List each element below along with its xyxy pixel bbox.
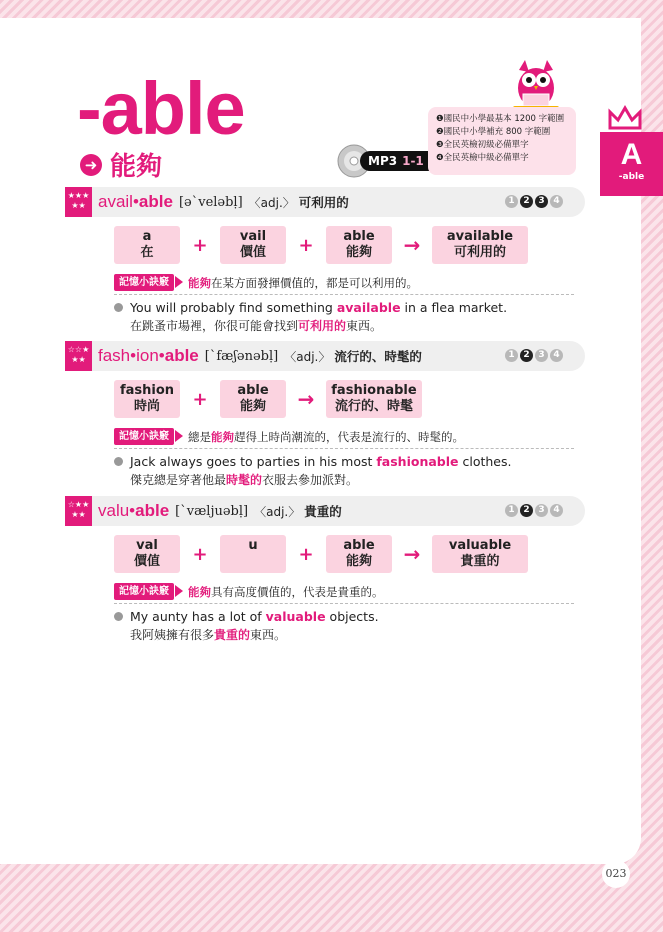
plus-icon: + [192,388,208,410]
morpheme-breakdown [114,380,422,418]
entry-word: fash•ion•able [98,346,199,365]
bullet-icon [114,612,123,621]
arrow-icon: → [403,542,421,566]
entry-header [65,187,585,217]
morpheme-piece: a 在 [114,226,180,264]
star-rating: ★★★ ★★ [65,187,92,217]
star-rating: ☆★★ ★★ [65,496,92,526]
mp3-track-label[interactable] [360,151,432,171]
entry-header [65,496,585,526]
level-dots [505,195,563,208]
plus-icon: + [298,543,314,565]
level-dot: 3 [535,504,548,517]
morpheme-breakdown [114,535,528,573]
memory-tip: 記憶小訣竅 總是 能夠 趕得上時尚潮流的，代表是流行的、時髦的。 [114,428,464,445]
entry-meaning: 貴重的 [304,504,342,519]
mp3-track: 1-1 [402,154,424,168]
page-number: 023 [602,860,630,888]
example-sentence: Jack always goes to parties in his most fashionable clothes. 傑克總是穿著他最時髦的衣服去參加派對。 [114,452,511,490]
level-legend-item: ❸全民英檢初級必備單字 [436,140,529,150]
morpheme-breakdown [114,226,528,264]
level-dot: 1 [505,195,518,208]
side-index-tab[interactable] [600,132,663,196]
morpheme-piece: able 能夠 [220,380,286,418]
entry-ipa: [ə`veləbḷ] [178,194,243,210]
entry-pos: 〈adj.〉 [248,195,295,210]
morpheme-piece: vail 價值 [220,226,286,264]
memory-tip-label: 記憶小訣竅 [114,428,174,445]
plus-icon: + [192,543,208,565]
morpheme-result: fashionable 流行的、時髦 [326,380,422,418]
memory-tip: 記憶小訣竅 能夠 在某方面發揮價值的，都是可以利用的。 [114,274,418,291]
morpheme-piece: fashion 時尚 [114,380,180,418]
morpheme-piece: val 價值 [114,535,180,573]
level-dots [505,504,563,517]
level-legend [428,107,576,175]
arrow-icon: → [297,387,315,411]
mp3-badge[interactable] [336,143,424,187]
arrow-icon: → [403,233,421,257]
owl-mascot-icon [505,58,567,114]
bullet-icon [114,457,123,466]
mp3-label: MP3 [368,154,398,168]
morpheme-piece: able 能夠 [326,226,392,264]
page-subtitle [80,146,162,183]
level-dots [505,349,563,362]
level-legend-item: ❶國民中小學最基本 1200 字範圍 [436,114,565,124]
level-dot: 3 [535,349,548,362]
crown-icon [608,104,642,130]
level-dot: 2 [520,195,533,208]
level-dot: 2 [520,504,533,517]
divider [114,448,574,449]
memory-tip: 記憶小訣竅 能夠 具有高度價值的，代表是貴重的。 [114,583,384,600]
entry-pos: 〈adj.〉 [284,349,331,364]
memory-tip-label: 記憶小訣竅 [114,583,174,600]
entry-word: avail•able [98,192,173,211]
example-sentence: My aunty has a lot of valuable objects. 我阿姨擁有很多貴重的東西。 [114,607,379,645]
level-dot: 3 [535,195,548,208]
entry-header [65,341,585,371]
entry-pos: 〈adj.〉 [254,504,301,519]
divider [114,603,574,604]
level-dot: 2 [520,349,533,362]
morpheme-piece: able 能夠 [326,535,392,573]
arrow-right-icon: ➜ [80,154,102,176]
level-legend-item: ❷國民中小學補充 800 字範圍 [436,127,551,137]
level-dot: 4 [550,504,563,517]
morpheme-result: valuable 貴重的 [432,535,528,573]
suffix-meaning: 能夠 [110,152,163,182]
level-legend-item: ❹全民英檢中級必備單字 [436,153,529,163]
entry-ipa: [`fæʃənəbḷ] [204,348,279,364]
star-rating: ☆☆★ ★★ [65,341,92,371]
level-dot: 4 [550,349,563,362]
side-tab-label: -able [618,172,645,182]
bullet-icon [114,303,123,312]
side-tab-letter: A [620,138,643,171]
plus-icon: + [192,234,208,256]
entry-word: valu•able [98,501,170,520]
entry-meaning: 流行的、時髦的 [334,349,422,364]
page-title: -able [77,67,245,150]
entry-ipa: [`væljuəbḷ] [175,503,249,519]
level-dot: 4 [550,195,563,208]
divider [114,294,574,295]
entry-meaning: 可利用的 [298,195,349,210]
example-sentence: You will probably find something available in a flea market. 在跳蚤市場裡，你很可能會找到可利用的東西。 [114,298,507,336]
plus-icon: + [298,234,314,256]
memory-tip-label: 記憶小訣竅 [114,274,174,291]
level-dot: 1 [505,349,518,362]
level-dot: 1 [505,504,518,517]
morpheme-result: available 可利用的 [432,226,528,264]
morpheme-piece: u [220,535,286,573]
